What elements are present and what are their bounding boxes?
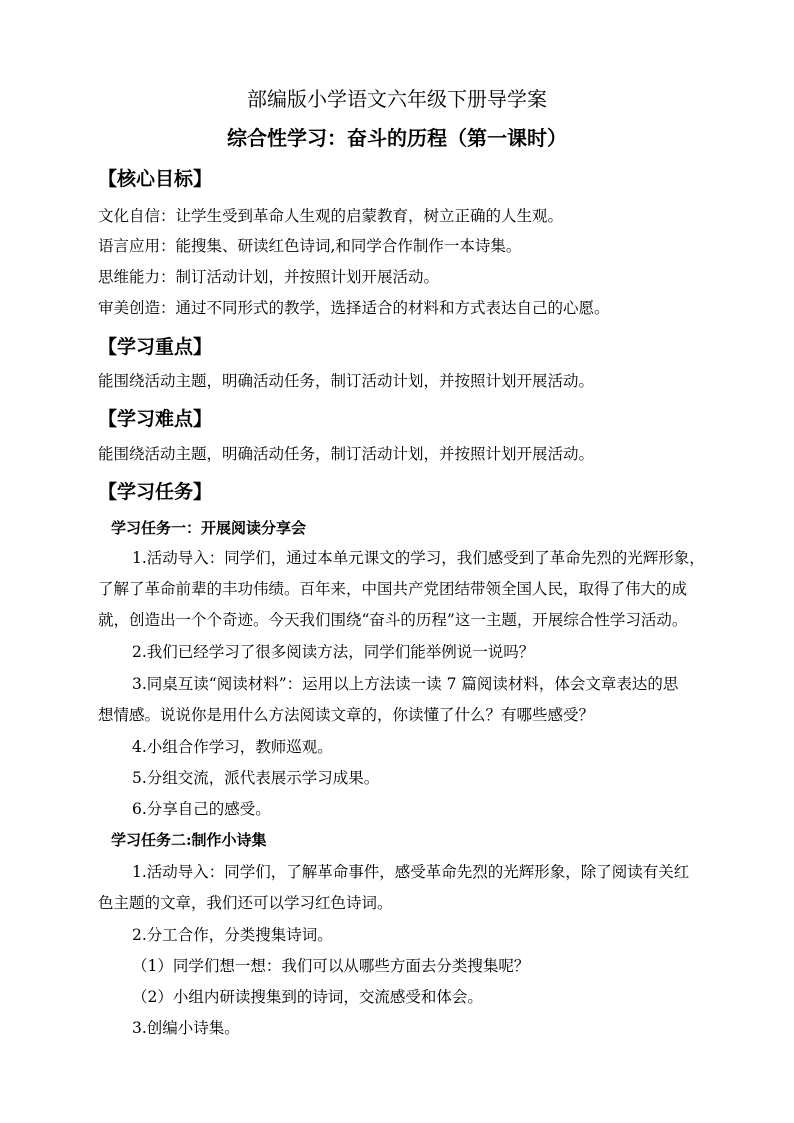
task1-paragraph-line: 2.我们已经学习了很多阅读方法，同学们能举例说一说吗？ — [132, 643, 535, 661]
goal-item: 文化自信：让学生受到革命人生观的启蒙教育，树立正确的人生观。 — [98, 207, 564, 225]
task2-paragraph-line: 1.活动导入：同学们，了解革命事件，感受革命先烈的光辉形象，除了阅读有关红 — [132, 863, 690, 881]
task1-paragraph-line: 3.同桌互读“阅读材料”：运用以上方法读一读 7 篇阅读材料，体会文章表达的思 — [132, 675, 679, 693]
task2-paragraph-line: （2）小组内研读搜集到的诗词，交流感受和体会。 — [132, 988, 483, 1006]
task1-paragraph-line: 5.分组交流，派代表展示学习成果。 — [132, 769, 380, 787]
task1-paragraph-line: 了解了革命前辈的丰功伟绩。百年来，中国共产党团结带领全国人民，取得了伟大的成 — [98, 580, 688, 598]
difficulties-text: 能围绕活动主题，明确活动任务，制订活动计划，并按照计划开展活动。 — [98, 445, 595, 463]
task2-paragraph-line: （1）同学们想一想：我们可以从哪些方面去分类搜集呢？ — [132, 957, 530, 975]
task1-paragraph-line: 1.活动导入：同学们，通过本单元课文的学习，我们感受到了革命先烈的光辉形象， — [132, 549, 705, 567]
section-heading-tasks: 【学习任务】 — [98, 481, 213, 503]
goal-item: 思维能力：制订活动计划，并按照计划开展活动。 — [98, 268, 440, 286]
task2-title: 学习任务二:制作小诗集 — [111, 831, 267, 849]
goal-item: 语言应用：能搜集、研读红色诗词,和同学合作制作一本诗集。 — [98, 237, 522, 255]
task1-paragraph-line: 6.分享自己的感受。 — [132, 800, 271, 818]
goal-item: 审美创造：通过不同形式的教学，选择适合的材料和方式表达自己的心愿。 — [98, 299, 610, 317]
task1-title: 学习任务一：开展阅读分享会 — [111, 519, 307, 537]
document-subtitle: 综合性学习：奋斗的历程（第一课时） — [227, 126, 567, 150]
key-points-text: 能围绕活动主题，明确活动任务，制订活动计划，并按照计划开展活动。 — [98, 372, 595, 390]
task1-paragraph-line: 就，创造出一个个奇迹。今天我们围绕“奋斗的历程”这一主题，开展综合性学习活动。 — [98, 611, 688, 629]
task1-paragraph-line: 4.小组合作学习，教师巡观。 — [132, 738, 333, 756]
section-heading-core-goals: 【核心目标】 — [98, 168, 213, 190]
section-heading-difficulties: 【学习难点】 — [98, 408, 213, 430]
section-heading-key-points: 【学习重点】 — [98, 336, 213, 358]
task1-paragraph-line: 想情感。说说你是用什么方法阅读文章的，你读懂了什么？有哪些感受？ — [98, 706, 595, 724]
document-title: 部编版小学语文六年级下册导学案 — [247, 87, 547, 111]
task2-paragraph-line: 2.分工合作，分类搜集诗词。 — [132, 926, 333, 944]
task2-paragraph-line: 3.创编小诗集。 — [132, 1019, 240, 1037]
task2-paragraph-line: 色主题的文章，我们还可以学习红色诗词。 — [98, 894, 393, 912]
